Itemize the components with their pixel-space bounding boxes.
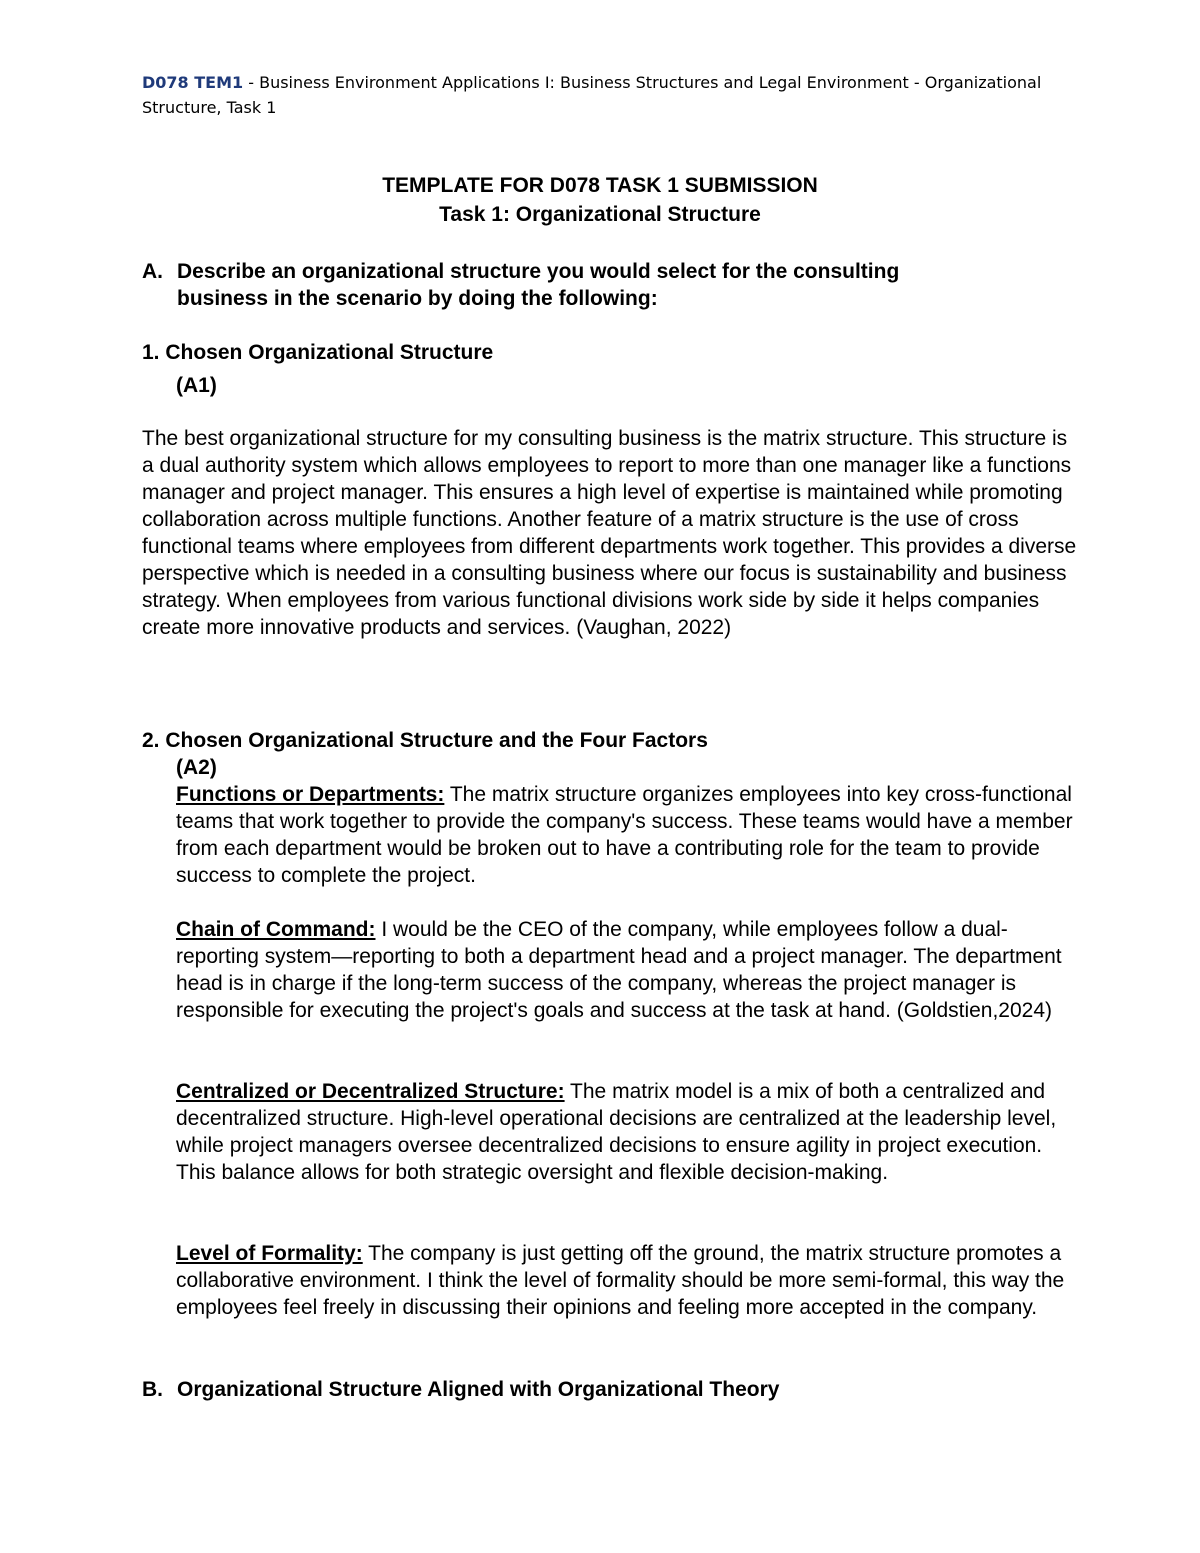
item-1-tag: (A1) — [176, 374, 217, 397]
factor-text: I would be the CEO of the company, while employees follow a dual-reporting system—reporting to both a department head and a project manager. The department head is in charge if the long-term success of the company, whereas the project manager is responsible for executing the project's goals and success at the task at hand. (Goldstien,2024) — [176, 918, 1062, 1022]
factor-text: The company is just getting off the ground, the matrix structure promotes a collaborative environment. I think the level of formality should be more semi-formal, this way the employees feel freely in discussing their opinions and feeling more accepted in the company. — [176, 1242, 1065, 1319]
factor-formality — [176, 1240, 1076, 1321]
factor-chain-of-command — [176, 916, 1076, 1024]
course-code: D078 TEM1 — [142, 73, 244, 92]
section-a — [142, 258, 1042, 312]
document-title — [0, 171, 1200, 229]
item-1-paragraph: The best organizational structure for my consulting business is the matrix structure. This structure is a dual authority system which allows employees to report to more than one manager like a functions manager and project manager. This ensures a high level of expertise is maintained while promoting collaboration across multiple functions. Another feature of a matrix structure is the use of cross functional teams where employees from different departments work together. This provides a diverse perspective which is needed in a consulting business where our focus is sustainability and business strategy. When employees from various functional divisions work side by side it helps companies create more innovative products and services. (Vaughan, 2022) — [142, 427, 1077, 639]
item-2-heading: 2. Chosen Organizational Structure and the Four Factors — [142, 729, 708, 752]
item-1-heading: 1. Chosen Organizational Structure — [142, 341, 494, 364]
section-b-label: B. — [142, 1378, 163, 1401]
section-b — [142, 1376, 779, 1403]
factor-centralization — [176, 1078, 1076, 1186]
section-b-heading: Organizational Structure Aligned with Organizational Theory — [177, 1378, 780, 1401]
factor-text: The matrix model is a mix of both a centralized and decentralized structure. High-level operational decisions are centralized at the leadership level, while project managers oversee decentralized decisions to ensure agility in project execution. This balance allows for both strategic oversight and flexible decision-making. — [176, 1080, 1057, 1184]
section-a-label: A. — [142, 260, 163, 283]
section-a-line-2: business in the scenario by doing the following: — [177, 287, 658, 310]
factor-text: The matrix structure organizes employees into key cross-functional teams that work together to provide the company's success. These teams would have a member from each department would be broken out to have a contributing role for the team to provide success to complete the project. — [176, 783, 1073, 887]
factor-term: Centralized or Decentralized Structure: — [176, 1080, 565, 1103]
header-text: - Business Environment Applications I: Business Structures and Legal Environment - Organizational Structure, Task 1 — [142, 73, 1042, 117]
factor-functions — [176, 781, 1076, 889]
item-2-tag: (A2) — [176, 756, 217, 779]
page-header — [142, 70, 1042, 120]
title-line-2: Task 1: Organizational Structure — [439, 203, 761, 226]
factor-term: Chain of Command: — [176, 918, 376, 941]
section-a-line-1: Describe an organizational structure you would select for the consulting — [177, 260, 900, 283]
title-line-1: TEMPLATE FOR D078 TASK 1 SUBMISSION — [382, 174, 818, 197]
factor-term: Functions or Departments: — [176, 783, 445, 806]
factor-term: Level of Formality: — [176, 1242, 363, 1265]
